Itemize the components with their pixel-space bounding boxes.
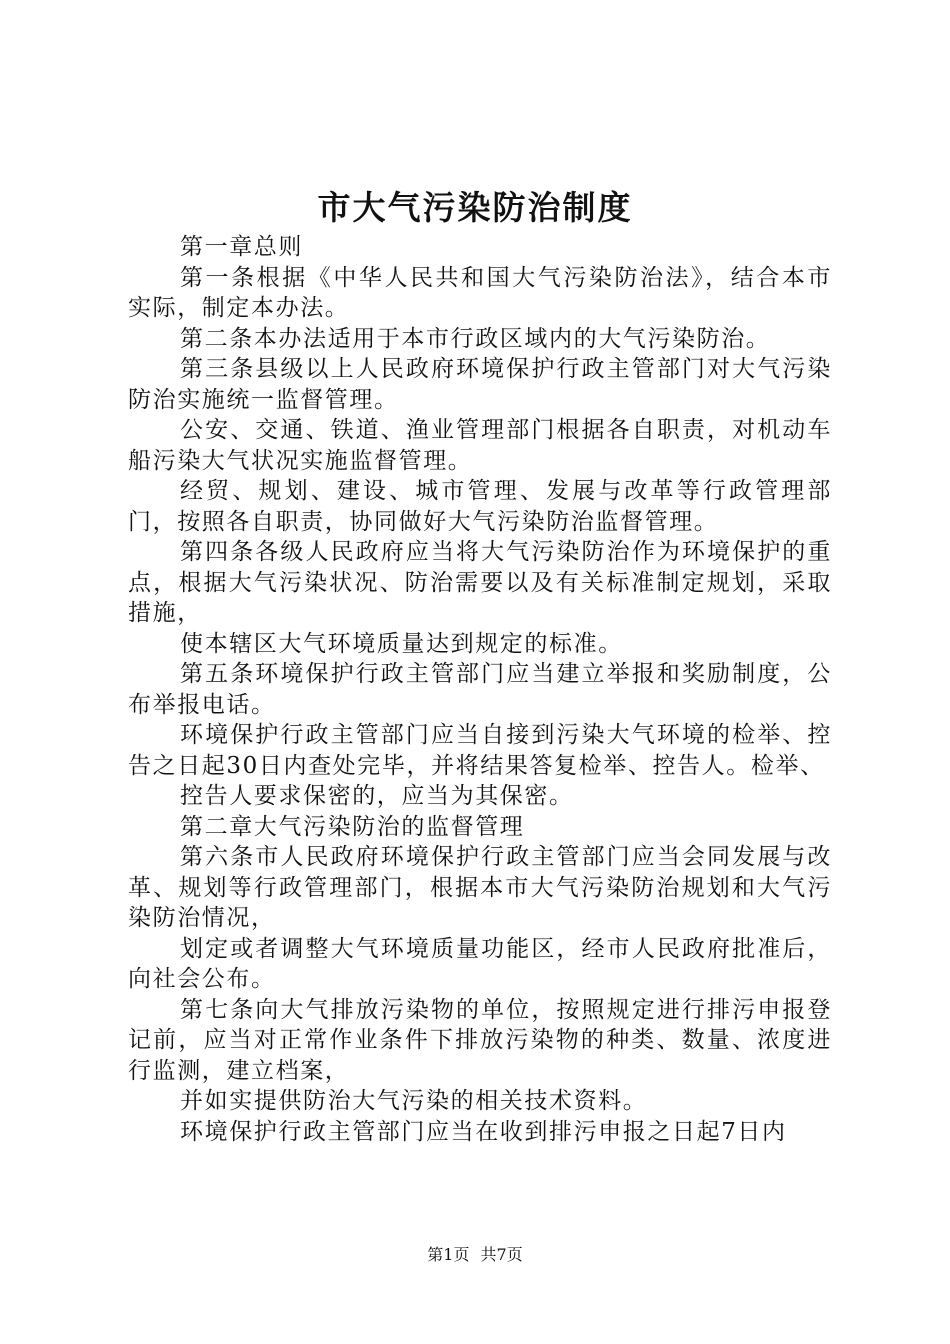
article-paragraph: 经贸、规划、建设、城市管理、发展与改革等行政管理部门，按照各自职责，协同做好大气污染防治监督管理。 bbox=[128, 478, 832, 535]
article-paragraph: 第二条本办法适用于本市行政区域内的大气污染防治。 bbox=[180, 325, 771, 352]
article-paragraph: 第一条根据《中华人民共和国大气污染防治法》，结合本市实际，制定本办法。 bbox=[128, 264, 832, 321]
chapter-heading: 第一章总则 bbox=[180, 234, 303, 260]
total-pages: 共7页 bbox=[480, 1245, 523, 1264]
article-paragraph: 第三条县级以上人民政府环境保护行政主管部门对大气污染防治实施统一监督管理。 bbox=[128, 356, 832, 413]
article-paragraph: 第四条各级人民政府应当将大气污染防治作为环境保护的重点，根据大气污染状况、防治需要以及有关标准制定规划，采取措施， bbox=[128, 539, 832, 626]
article-paragraph: 第五条环境保护行政主管部门应当建立举报和奖励制度，公布举报电话。 bbox=[128, 661, 832, 718]
article-paragraph: 公安、交通、铁道、渔业管理部门根据各自职责，对机动车船污染大气状况实施监督管理。 bbox=[128, 417, 832, 474]
article-paragraph: 控告人要求保密的，应当为其保密。 bbox=[180, 783, 574, 809]
article-paragraph: 第六条市人民政府环境保护行政主管部门应当会同发展与改革、规划等行政管理部门，根据本市大气污染防治规划和大气污染防治情况， bbox=[128, 844, 832, 931]
article-paragraph: 并如实提供防治大气污染的相关技术资料。 bbox=[180, 1088, 648, 1114]
document-body bbox=[128, 232, 832, 1147]
page-number: 第1页 bbox=[427, 1245, 470, 1264]
article-paragraph: 使本辖区大气环境质量达到规定的标准。 bbox=[180, 630, 623, 657]
article-paragraph: 划定或者调整大气环境质量功能区，经市人民政府批准后，向社会公布。 bbox=[128, 935, 832, 992]
article-paragraph: 第七条向大气排放污染物的单位，按照规定进行排污申报登记前，应当对正常作业条件下排放污染物的种类、数量、浓度进行监测，建立档案， bbox=[128, 996, 832, 1084]
article-paragraph: 环境保护行政主管部门应当在收到排污申报之日起7日内 bbox=[180, 1118, 787, 1145]
page-footer bbox=[0, 1244, 950, 1266]
chapter-heading: 第二章大气污染防治的监督管理 bbox=[180, 813, 525, 840]
article-paragraph: 环境保护行政主管部门应当自接到污染大气环境的检举、控告之日起30日内查处完毕，并将结果答复检举、控告人。检举、 bbox=[128, 722, 832, 779]
document-title: 市大气污染防治制度 bbox=[317, 188, 633, 227]
